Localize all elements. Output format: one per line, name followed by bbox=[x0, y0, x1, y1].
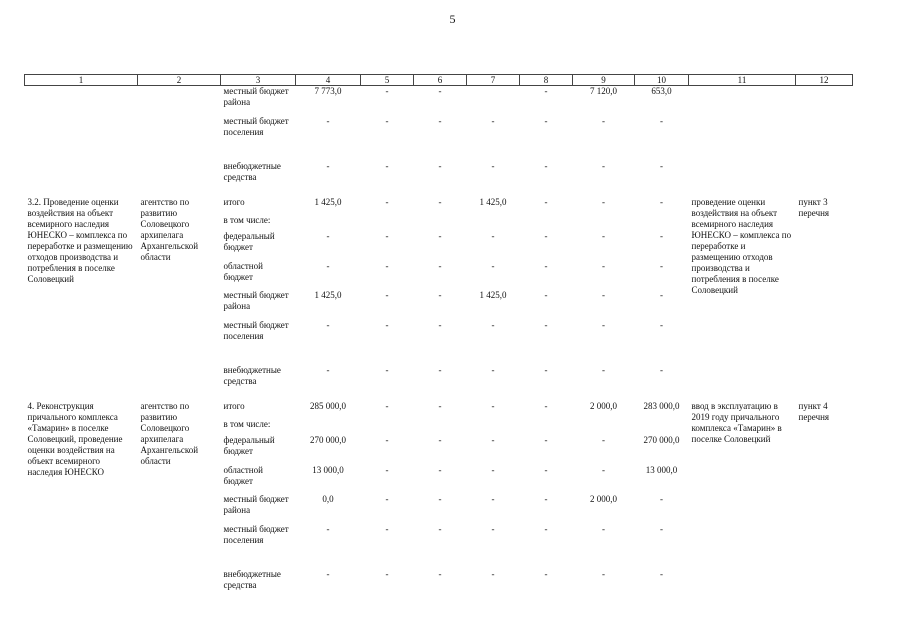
source-label: внебюджетные средства bbox=[223, 160, 281, 182]
amount-cell: - bbox=[544, 434, 548, 445]
amount-cell: - bbox=[491, 523, 495, 534]
amount-cell: - bbox=[385, 493, 389, 504]
amount-cell: - bbox=[385, 196, 389, 207]
amount-cell bbox=[467, 86, 520, 116]
source-label: в том числе: bbox=[223, 214, 271, 225]
table-row bbox=[25, 86, 853, 116]
source-label: местный бюджет района bbox=[223, 493, 289, 515]
amount-cell: - bbox=[491, 260, 495, 271]
amount-cell: - bbox=[544, 115, 548, 126]
amount-cell: - bbox=[326, 523, 330, 534]
column-header: 10 bbox=[635, 75, 689, 86]
amount-cell: - bbox=[660, 289, 663, 300]
amount-cell: - bbox=[326, 230, 330, 241]
source-label: местный бюджет района bbox=[223, 289, 289, 311]
amount-cell: 1 425,0 bbox=[314, 196, 342, 207]
column-header: 8 bbox=[520, 75, 573, 86]
amount-cell: - bbox=[660, 568, 663, 579]
amount-cell: - bbox=[660, 230, 663, 241]
source-label: местный бюджет поселения bbox=[223, 319, 289, 341]
source-label: федеральный бюджет bbox=[223, 434, 275, 456]
amount-cell: - bbox=[491, 115, 495, 126]
amount-cell: 2 000,0 bbox=[590, 493, 617, 504]
activity-title: 4. Реконструкция причального комплекса «Тамарин» в поселке Соловецкий, проведение оценки воздействия на объект всемирного наследия ЮНЕСКО bbox=[27, 400, 123, 477]
source-label: областной бюджет bbox=[223, 464, 263, 486]
amount-cell: - bbox=[544, 400, 548, 411]
amount-cell: - bbox=[438, 160, 442, 171]
amount-cell: - bbox=[544, 464, 548, 475]
amount-cell: - bbox=[544, 86, 548, 96]
amount-cell: - bbox=[660, 523, 663, 534]
amount-cell: - bbox=[602, 115, 605, 126]
amount-cell: - bbox=[326, 319, 330, 330]
amount-cell: - bbox=[544, 364, 548, 375]
list-reference: пункт 4 перечня bbox=[798, 400, 830, 422]
amount-cell: - bbox=[438, 523, 442, 534]
column-header: 9 bbox=[573, 75, 635, 86]
source-label: федеральный бюджет bbox=[223, 230, 275, 252]
amount-cell: - bbox=[602, 568, 605, 579]
amount-cell: - bbox=[438, 434, 442, 445]
amount-cell: - bbox=[602, 289, 605, 300]
amount-cell: - bbox=[544, 230, 548, 241]
amount-cell: 285 000,0 bbox=[310, 400, 346, 411]
source-label: областной бюджет bbox=[223, 260, 263, 282]
amount-cell: - bbox=[660, 493, 663, 504]
amount-cell: - bbox=[660, 319, 663, 330]
source-label: внебюджетные средства bbox=[223, 568, 281, 590]
amount-cell: - bbox=[385, 568, 389, 579]
amount-cell: - bbox=[326, 160, 330, 171]
amount-cell: - bbox=[438, 568, 442, 579]
amount-cell: - bbox=[438, 86, 442, 96]
amount-cell: - bbox=[385, 434, 389, 445]
amount-cell: - bbox=[544, 568, 548, 579]
amount-cell: - bbox=[438, 289, 442, 300]
amount-cell: - bbox=[385, 289, 389, 300]
amount-cell: - bbox=[438, 464, 442, 475]
expected-result: ввод в эксплуатацию в 2019 году причального комплекса «Тамарин» в поселке Соловецкий bbox=[691, 400, 782, 444]
column-header: 11 bbox=[689, 75, 796, 86]
source-label: внебюджетные средства bbox=[223, 364, 281, 386]
amount-cell: - bbox=[438, 319, 442, 330]
amount-cell: - bbox=[602, 319, 605, 330]
amount-cell: 2 000,0 bbox=[590, 400, 617, 411]
amount-cell: - bbox=[385, 115, 389, 126]
activity-title: 3.2. Проведение оценки воздействия на объект всемирного наследия ЮНЕСКО – комплекса по переработке и размещению отходов производства и потребления в поселке Соловецкий bbox=[27, 196, 133, 284]
amount-cell: - bbox=[438, 364, 442, 375]
amount-cell: - bbox=[544, 196, 548, 207]
column-header: 12 bbox=[796, 75, 853, 86]
responsible-agency: агентство по развитию Соловецкого архипелага Архангельской области bbox=[140, 400, 199, 466]
amount-cell: 7 773,0 bbox=[314, 86, 342, 96]
amount-cell: 1 425,0 bbox=[479, 196, 507, 207]
amount-cell: - bbox=[491, 364, 495, 375]
amount-cell: - bbox=[602, 196, 605, 207]
amount-cell: - bbox=[602, 464, 605, 475]
amount-cell: - bbox=[438, 230, 442, 241]
amount-cell: - bbox=[602, 160, 605, 171]
amount-cell: - bbox=[544, 493, 548, 504]
column-header: 5 bbox=[361, 75, 414, 86]
amount-cell: - bbox=[385, 160, 389, 171]
source-label: местный бюджет района bbox=[223, 86, 289, 107]
amount-cell: - bbox=[385, 364, 389, 375]
amount-cell: 0,0 bbox=[322, 493, 334, 504]
source-label: в том числе: bbox=[223, 418, 271, 429]
amount-cell: - bbox=[491, 160, 495, 171]
amount-cell: - bbox=[385, 400, 389, 411]
amount-cell: - bbox=[491, 568, 495, 579]
table-row bbox=[25, 161, 853, 187]
amount-cell: - bbox=[491, 319, 495, 330]
amount-cell: - bbox=[326, 260, 330, 271]
amount-cell: - bbox=[491, 493, 495, 504]
amount-cell: 653,0 bbox=[651, 86, 672, 96]
financing-table bbox=[24, 74, 853, 595]
amount-cell: 7 120,0 bbox=[590, 86, 617, 96]
amount-cell: - bbox=[491, 434, 495, 445]
table-row bbox=[25, 116, 853, 161]
amount-cell: - bbox=[438, 400, 442, 411]
amount-cell: - bbox=[385, 230, 389, 241]
column-header: 2 bbox=[138, 75, 221, 86]
amount-cell: - bbox=[660, 196, 663, 207]
amount-cell: 13 000,0 bbox=[312, 464, 344, 475]
source-label: местный бюджет поселения bbox=[223, 523, 289, 545]
amount-cell: 1 425,0 bbox=[479, 289, 507, 300]
amount-cell: - bbox=[544, 289, 548, 300]
amount-cell: - bbox=[385, 523, 389, 534]
amount-cell: - bbox=[660, 364, 663, 375]
column-header: 7 bbox=[467, 75, 520, 86]
amount-cell: - bbox=[438, 196, 442, 207]
amount-cell: - bbox=[602, 260, 605, 271]
amount-cell: - bbox=[438, 115, 442, 126]
column-header: 3 bbox=[221, 75, 296, 86]
expected-result: проведение оценки воздействия на объект всемирного наследия ЮНЕСКО – комплекса по переработке и размещению отходов производства и потребления в поселке Соловецкий bbox=[691, 196, 792, 295]
amount-cell: - bbox=[491, 464, 495, 475]
responsible-agency: агентство по развитию Соловецкого архипелага Архангельской области bbox=[140, 196, 199, 262]
amount-cell: - bbox=[660, 160, 663, 171]
amount-cell: 270 000,0 bbox=[310, 434, 346, 445]
amount-cell: 1 425,0 bbox=[314, 289, 342, 300]
page-number: 5 bbox=[449, 12, 456, 26]
table-row bbox=[25, 401, 853, 419]
amount-cell: 270 000,0 bbox=[643, 434, 680, 445]
amount-cell: - bbox=[602, 434, 605, 445]
amount-cell: - bbox=[660, 115, 663, 126]
amount-cell: - bbox=[602, 523, 605, 534]
source-label: итого bbox=[223, 196, 245, 207]
amount-cell: - bbox=[544, 523, 548, 534]
amount-cell: - bbox=[660, 260, 663, 271]
amount-cell: - bbox=[544, 319, 548, 330]
amount-cell: - bbox=[438, 260, 442, 271]
column-header: 4 bbox=[296, 75, 361, 86]
amount-cell: - bbox=[544, 160, 548, 171]
amount-cell: - bbox=[438, 493, 442, 504]
source-label: местный бюджет поселения bbox=[223, 115, 289, 137]
amount-cell: - bbox=[602, 230, 605, 241]
table-row bbox=[25, 197, 853, 215]
list-reference: пункт 3 перечня bbox=[798, 196, 830, 218]
amount-cell: 283 000,0 bbox=[643, 400, 680, 411]
amount-cell: - bbox=[385, 86, 389, 96]
amount-cell: - bbox=[602, 364, 605, 375]
amount-cell: - bbox=[385, 260, 389, 271]
column-number-row bbox=[25, 75, 853, 86]
amount-cell: 13 000,0 bbox=[645, 464, 678, 475]
amount-cell: - bbox=[544, 260, 548, 271]
amount-cell: - bbox=[326, 115, 330, 126]
amount-cell: - bbox=[326, 568, 330, 579]
amount-cell: - bbox=[491, 400, 495, 411]
amount-cell: - bbox=[326, 364, 330, 375]
column-header: 6 bbox=[414, 75, 467, 86]
amount-cell: - bbox=[491, 230, 495, 241]
source-label: итого bbox=[223, 400, 245, 411]
amount-cell: - bbox=[385, 464, 389, 475]
amount-cell: - bbox=[385, 319, 389, 330]
column-header: 1 bbox=[25, 75, 138, 86]
